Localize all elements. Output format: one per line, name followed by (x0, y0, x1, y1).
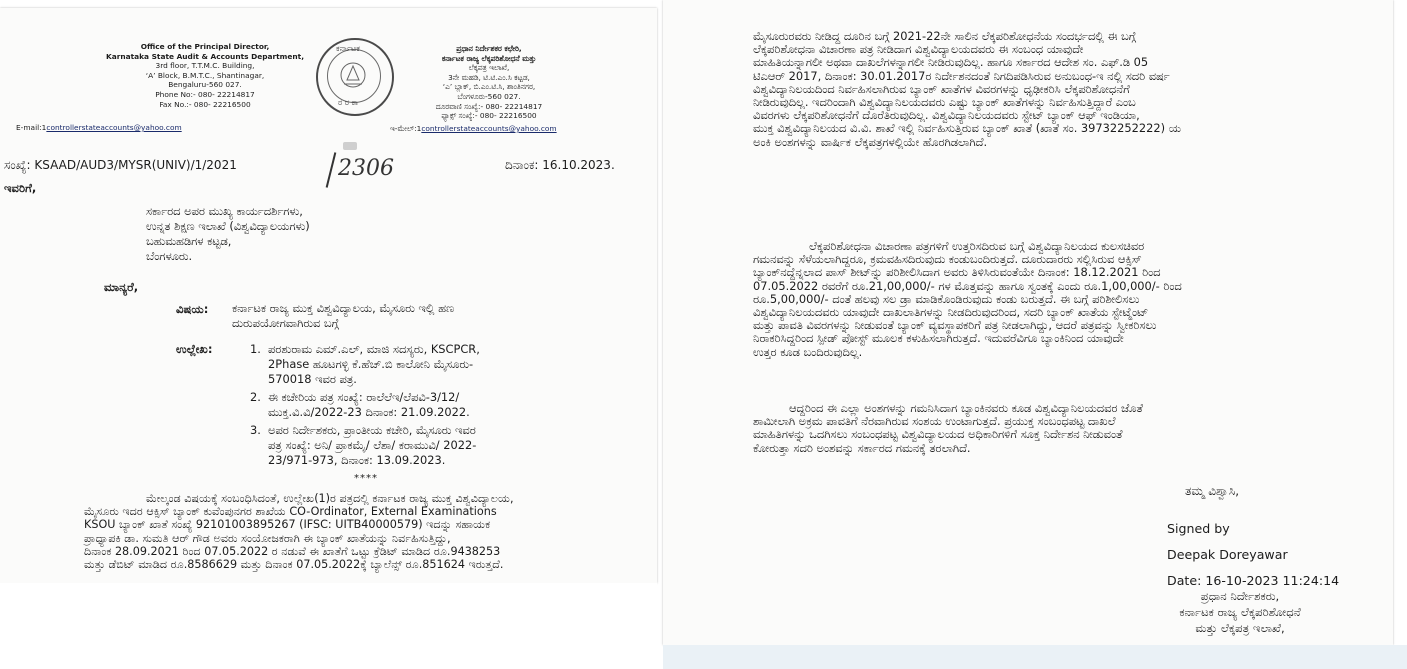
email-label: E-mail:1 (16, 123, 47, 132)
digital-signature-block (1167, 520, 1339, 589)
email-link[interactable]: controllerstateaccounts@yahoo.com (421, 124, 557, 133)
letterhead-kannada (404, 44, 574, 121)
addressee-line: ಬಹುಮಹಡಿಗಳ ಕಟ್ಟಡ, (146, 234, 232, 248)
body-line: 07.05.2022 ರವರೆಗೆ ರೂ.21,00,000/- ಗಳ ಮೊತ್ತವನ್ನು ಹಾಗೂ ಸ್ವಂತಕ್ಕೆ ಎಂದು ರೂ.1,00,000/- ರಿಂದ (753, 278, 1182, 293)
addressee-line: ಸರ್ಕಾರದ ಅಪರ ಮುಖ್ಯ ಕಾರ್ಯದರ್ಶಿಗಳು, (146, 204, 303, 218)
references-list (250, 342, 560, 468)
reference-date: ದಿನಾಂಕ: 16.10.2023. (505, 158, 615, 172)
body-line: ಮತ್ತು ಡೆಬಿಟ್ ಮಾಡಿದ ರೂ.8586629 ಮತ್ತು ದಿನಾಂಕ 07.05.2022ಕ್ಕೆ ಬ್ಯಾಲೆನ್ಸ್ ರೂ.851624 ಇರುತ್ತದೆ. (84, 558, 504, 572)
subject-line: ದುರುಪಯೋಗವಾಗಿರುವ ಬಗ್ಗೆ (232, 316, 339, 330)
left-body-paragraph (84, 492, 644, 571)
reference-item (250, 390, 560, 420)
body-line: ಆದ್ದರಿಂದ ಈ ಎಲ್ಲಾ ಅಂಶಗಳನ್ನು ಗಮನಿಸಿದಾಗ ಬ್ಯಾಂಕಿನವರು ಕೂಡ ವಿಶ್ವವಿದ್ಯಾನಿಲಯದವರ ಜೊತೆ (789, 401, 1143, 415)
body-line: ಮೇಲ್ಕಂಡ ವಿಷಯಕ್ಕೆ ಸಂಬಂಧಿಸಿದಂತೆ, ಉಲ್ಲೇಖ(1)ರ ಪತ್ರದಲ್ಲಿ ಕರ್ನಾಟಕ ರಾಜ್ಯ ಮುಕ್ತ ವಿಶ್ವವಿದ್ಯಾಲಯ, (146, 492, 514, 505)
letterhead-en-line: Office of the Principal Director, (140, 42, 270, 51)
reference-item-line: 2Phase ಹೂಟಗಳ್ಳಿ ಕೆ.ಹೆಚ್.ಬಿ ಕಾಲೋನಿ ಮೈಸೂರು- (268, 357, 474, 371)
reference-item-line: ಪರಶುರಾಮ ಎಮ್.ಎಲ್, ಮಾಜಿ ಸದಸ್ಯರು, KSCPCR, (268, 342, 480, 356)
seal-emblem-icon (316, 38, 390, 112)
signature-line: Signed by (1167, 521, 1230, 536)
salutation: ಮಾನ್ಯರೆ, (104, 280, 139, 294)
closing-text: ತಮ್ಮ ವಿಶ್ವಾಸಿ, (1185, 484, 1240, 498)
reference-item-number: 3. (250, 423, 261, 437)
body-line: ಮಾಹಿತಿಯನ್ನಾಗಲೀ ಅಥವಾ ದಾಖಲೆಗಳನ್ನಾಗಲೀ ನೀಡಿರುವುದಿಲ್ಲ. ಹಾಗೂ ಸರ್ಕಾರದ ಆದೇಶ ಸಂ. ಎಫ್.ಡಿ 05 (753, 55, 1149, 70)
handwritten-number: 2306 (338, 156, 394, 181)
right-page-bottom-margin (663, 645, 1407, 669)
body-line: ಶಾಮೀಲಾಗಿ ಅಕ್ರಮ ಪಾವತಿಗೆ ನೆರವಾಗಿರುವ ಸಂಶಯ ಉಂಟಾಗುತ್ತದೆ. ಪ್ರಯುಕ್ತ ಸಂಬಂಧಪಟ್ಟ ದಾಖಲೆ (753, 414, 1116, 429)
email-link[interactable]: controllerstateaccounts@yahoo.com (46, 123, 182, 132)
body-line: ವಿಶ್ವವಿದ್ಯಾನಿಲಯದವರು ಯಾವುದೇ ದಾಖಲಾತಿಗಳನ್ನು ನೀಡದಿರುವುದರಿಂದ, ಸದರಿ ಬ್ಯಾಂಕ್ ಖಾತೆಯ ಸ್ಟೇಟ್ಮೆಂಟ್ (753, 305, 1149, 320)
body-line: ರೂ.5,00,000/- ದಂತೆ ಹಲವು ಸಲ ಡ್ರಾ ಮಾಡಿಕೊಂಡಿರುವುದು ಕಂಡು ಬರುತ್ತದೆ. ಈ ಬಗ್ಗೆ ಪರಿಶೀಲಿಸಲು (753, 291, 1140, 306)
references-label: ಉಲ್ಲೇಖ: (176, 342, 213, 356)
body-line: ಮಾಹಿತಿಗಳನ್ನು ಒದಗಿಸಲು ಸಂಬಂಧಪಟ್ಟ ವಿಶ್ವವಿದ್ಯಾಲಯದ ಅಧಿಕಾರಿಗಳಿಗೆ ಸೂಕ್ತ ನಿರ್ದೇಶನ ನೀಡುವಂತೆ (753, 427, 1123, 442)
left-document-page (0, 8, 657, 583)
seal-mark (343, 142, 357, 150)
signature-name: Deepak Doreyawar (1167, 547, 1288, 562)
reference-item-line: ಈ ಕಚೇರಿಯ ಪತ್ರ ಸಂಖ್ಯೆ: ರಾಲೆಲೆಇ/ಲೆಪವಿ-3/12/ (268, 390, 460, 404)
email-label: ಇ-ಮೇಲ್:1 (390, 124, 422, 133)
reference-item (250, 423, 560, 468)
reference-item-line: ಮುಕ್ತ.ವಿ.ವಿ/2022-23 ದಿನಾಂಕ: 21.09.2022. (268, 405, 470, 419)
designation-line: ಮತ್ತು ಲೆಕ್ಕಪತ್ರ ಇಲಾಖೆ, (1195, 621, 1285, 635)
body-line: ಮೈಸೂರು ಇದರ ಆಕ್ಸಿಸ್ ಬ್ಯಾಂಕ್ ಕುವೆಂಪುನಗರ ಶಾಖೆಯ CO-Ordinator, External Examinations (84, 505, 497, 519)
reference-item-line: 570018 ಇವರ ಪತ್ರ. (268, 372, 357, 386)
to-label: ಇವರಿಗೆ, (4, 181, 37, 195)
seal-bottom-text: ರ ರ ಕಾ (338, 98, 358, 107)
handwritten-slash (326, 152, 337, 187)
letterhead-english (100, 42, 310, 109)
body-line: ನಿರಾಕರಿಸಿದ್ದರಿಂದ ಸ್ಪೀಡ್ ಪೋಸ್ಟ್ ಮೂಲಕ ಕಳುಹಿಸಲಾಗಿರುತ್ತದೆ. ಇದುವರೆವಿಗೂ ಬ್ಯಾಂಕಿನಿಂದ ಯಾವುದೇ (753, 331, 1124, 346)
letterhead-en-line: Fax No.:- 080- 22216500 (159, 99, 251, 109)
left-page-bottom-margin (0, 583, 657, 669)
letterhead-kn-line: 3ನೇ ಮಹಡಿ, ಟಿ.ಟಿ.ಎಂ.ಸಿ ಕಟ್ಟಡ, (448, 72, 530, 82)
reference-item-line: ಅಪರ ನಿರ್ದೇಶಕರು, ಪ್ರಾಂತೀಯ ಕಚೇರಿ, ಮೈಸೂರು ಇವರ (268, 423, 476, 437)
addressee-line: ಉನ್ನತ ಶಿಕ್ಷಣ ಇಲಾಖೆ (ವಿಶ್ವವಿದ್ಯಾಲಯಗಳು) (146, 219, 310, 233)
reference-item-line: 23/971-973, ದಿನಾಂಕ: 13.09.2023. (268, 453, 446, 467)
designation-block (1125, 588, 1355, 636)
body-line: ವಿಶ್ವವಿದ್ಯಾನಿಲಯದಿಂದ ನಿರ್ವಹಿಸಲಾಗಿರುವ ಬ್ಯಾಂಕ್ ಖಾತೆಗಳ ವಿವರಗಳನ್ನು ಧೃಢೀಕರಿಸಿ ಲೆಕ್ಕಪರಿಶೋಧನೆಗೆ (753, 81, 1130, 96)
right-document-page (663, 0, 1393, 645)
letterhead-en-line: 3rd floor, T.T.M.C. Building, (155, 61, 255, 71)
letterhead-kn-line: ಬೆಂಗಳೂರು-560 027. (457, 91, 521, 101)
body-line: ಮತ್ತು ಪಾವತಿ ವಿವರಗಳನ್ನು ನೀಡುವಂತೆ ಬ್ಯಾಂಕ್ ವ್ಯವಸ್ಥಾಪಕರಿಗೆ ಪತ್ರ ನೀಡಲಾಗಿದ್ದು, ಆದರೆ ಪತ್ರವನ್ನು ಸ್ವೀಕರಿಸಲು (753, 318, 1157, 333)
body-line: ದಿನಾಂಕ 28.09.2021 ರಿಂದ 07.05.2022 ರ ನಡುವೆ ಈ ಖಾತೆಗೆ ಒಟ್ಟು ಕ್ರೆಡಿಟ್ ಮಾಡಿದ ರೂ.9438253 (84, 544, 501, 558)
letterhead-kn-line: ‘ಎ’ ಬ್ಲಾಕ್, ಬಿ.ಎಂ.ಟಿ.ಸಿ, ಶಾಂತಿನಗರ, (442, 82, 536, 92)
letterhead-kn-line: ದೂರವಾಣಿ ಸಂಖ್ಯೆ:- 080- 22214817 (435, 101, 543, 111)
body-line: ಉತ್ತರ ಕೂಡ ಬಂದಿರುವುದಿಲ್ಲ. (753, 344, 863, 359)
reference-number: ಸಂಖ್ಯೆ: KSAAD/AUD3/MYSR(UNIV)/1/2021 (4, 158, 237, 172)
government-seal-icon (316, 38, 394, 116)
letterhead-en-line: ‘A’ Block, B.M.T.C., Shantinagar, (145, 70, 265, 80)
right-paragraph-2 (753, 240, 1331, 359)
right-paragraph-3 (753, 402, 1331, 455)
letterhead-en-line: Phone No:- 080- 22214817 (155, 89, 255, 99)
designation-line: ಕರ್ನಾಟಕ ರಾಜ್ಯ ಲೆಕ್ಕಪರಿಶೋಧನೆ (1179, 605, 1301, 619)
seal-top-text: ಕರ್ನಾಟಕ (336, 44, 360, 53)
signature-date: Date: 16-10-2023 11:24:14 (1167, 573, 1340, 588)
reference-item-number: 2. (250, 390, 261, 404)
body-line: ಲೆಕ್ಕಪರಿಶೋಧನಾ ವಿಚಾರಣಾ ಪತ್ರಗಳಿಗೆ ಉತ್ತರಿಸದಿರುವ ಬಗ್ಗೆ ವಿಶ್ವವಿದ್ಯಾನಿಲಯದ ಕುಲಸಚಿವರ (809, 239, 1145, 253)
body-line: ಗಮನವನ್ನು ಸೆಳೆಯಲಾಗಿದ್ದರೂ, ಕ್ರಮವಹಿಸದಿರುವುದು ಕಂಡುಬಂದಿರುತ್ತದೆ. ದೂರುದಾರರು ಸಲ್ಲಿಸಿರುವ ಆಕ್ಸಿಸ್ (753, 252, 1142, 267)
body-line: ವಿವರಗಳು ಲೆಕ್ಕಪರಿಶೋಧನೆಗೆ ದೊರೆತಿರುವುದಿಲ್ಲ. ವಿಶ್ವವಿದ್ಯಾನಿಲಯದವರು ಸ್ಟೇಟ್ ಬ್ಯಾಂಕ್ ಆಫ್ ಇಂಡಿಯಾ, (753, 108, 1140, 123)
separator-stars: **** (354, 473, 378, 484)
reference-item-line: ಪತ್ರ ಸಂಖ್ಯೆ: ಅನಿ/ ಪ್ರಾಕಮೈ/ ಲೆಶಾ/ ಕರಾಮುವಿ/ 2022- (268, 438, 477, 452)
designation-line: ಪ್ರಧಾನ ನಿರ್ದೇಶಕರು, (1200, 589, 1280, 603)
body-line: KSOU ಬ್ಯಾಂಕ್ ಖಾತೆ ಸಂಖ್ಯೆ 92101003895267 (IFSC: UITB40000579) ಇದನ್ನು ಸಹಾಯಕ (84, 518, 491, 532)
body-line: ಮೈಸೂರುರವರು ನೀಡಿದ್ದ ದೂರಿನ ಬಗ್ಗೆ 2021-22ನೇ ಸಾಲಿನ ಲೆಕ್ಕಪರಿಶೋಧನೆಯ ಸಂದರ್ಭದಲ್ಲಿ ಈ ಬಗ್ಗೆ (753, 29, 1137, 43)
body-line: ಬ್ಯಾಂಕ್‌ನದ್ದೆನ್ನಲಾದ ಪಾಸ್ ಶೀಟ್‌ನ್ನು ಪರಿಶೀಲಿಸಿದಾಗ ಅವರು ತಿಳಿಸಿರುವಂತೆಯೇ ದಿನಾಂಕ: 18.12.2021 ರಿಂದ (753, 265, 1161, 280)
addressee-line: ಬೆಂಗಳೂರು. (146, 249, 193, 263)
body-line: ಲೆಕ್ಕಪರಿಶೋಧನಾ ವಿಚಾರಣಾ ಪತ್ರ ನೀಡಿದಾಗ ವಿಶ್ವವಿದ್ಯಾಲಯದವರು ಈ ಸಂಬಂಧ ಯಾವುದೇ (753, 42, 1084, 57)
right-paragraph-1 (753, 30, 1331, 149)
reference-item (250, 342, 560, 387)
subject-line: ಕರ್ನಾಟಕ ರಾಜ್ಯ ಮುಕ್ತ ವಿಶ್ವವಿದ್ಯಾಲಯ, ಮೈಸೂರು ಇಲ್ಲಿ ಹಣ (232, 301, 455, 315)
body-line: ಪ್ರಾಧ್ಯಾಪಕಿ ಡಾ. ಸುಮತಿ ಆರ್ ಗೌಡ ಅವರು ಸಂಯೋಜಕರಾಗಿ ಈ ಬ್ಯಾಂಕ್ ಖಾತೆಯನ್ನು ನಿರ್ವಹಿಸುತ್ತಿದ್ದು, (84, 531, 451, 545)
letterhead-en-line: Karnataka State Audit & Accounts Department, (106, 51, 304, 61)
letterhead-en-line: Bengaluru-560 027. (168, 80, 242, 90)
subject-label: ವಿಷಯ: (176, 302, 209, 316)
letterhead-kn-line: ಲೆಕ್ಕಪತ್ರ ಇಲಾಖೆ, (468, 63, 510, 73)
letterhead-kn-line: ಕರ್ನಾಟಕ ರಾಜ್ಯ ಲೆಕ್ಕಪರಿಶೋಧನೆ ಮತ್ತು (441, 53, 537, 63)
letterhead-kn-line: ಫ್ಯಾಕ್ಸ್ ಸಂಖ್ಯೆ:- 080- 22216500 (441, 111, 537, 121)
body-line: ಅಂಕಿ ಅಂಶಗಳನ್ನು ವಾರ್ಷಿಕ ಲೆಕ್ಕಪತ್ರಗಳಲ್ಲಿಯೇ ಹೊರಗಿಡಲಾಗಿದೆ. (753, 134, 988, 149)
reference-item-number: 1. (250, 342, 261, 356)
letterhead-en-email-row (16, 123, 306, 133)
addressee-block (146, 204, 406, 264)
letterhead-kn-line: ಪ್ರಧಾನ ನಿರ್ದೇಶಕರ ಕಛೇರಿ, (456, 44, 522, 53)
body-line: ಕೋರುತ್ತಾ ಸದರಿ ಅಂಶವನ್ನು ಸರ್ಕಾರದ ಗಮನಕ್ಕೆ ತರಲಾಗಿದೆ. (753, 440, 971, 455)
body-line: ನೀಡಿರುವುದಿಲ್ಲ. ಇದರಿಂದಾಗಿ ವಿಶ್ವವಿದ್ಯಾನಿಲಯದವರು ಎಷ್ಟು ಬ್ಯಾಂಕ್ ಖಾತೆಗಳನ್ನು ನಿರ್ವಹಿಸುತ್ತಿದ್ದಾರೆ ಎಂಬ (753, 95, 1136, 110)
body-line: ಟಿಎಆರ್ 2017, ದಿನಾಂಕ: 30.01.2017ರ ನಿರ್ದೇಶನದಂತೆ ನಿಗದಿಪಡಿಸಿರುವ ಅನುಬಂಧ-ಇ ನಲ್ಲಿ ಸದರಿ ವರ್ಷ (753, 68, 1170, 83)
subject-text (232, 301, 562, 331)
body-line: ಮುಕ್ತ ವಿಶ್ವವಿದ್ಯಾನಿಲಯದ ವಿ.ವಿ. ಶಾಖೆ ಇಲ್ಲಿ ನಿರ್ವಹಿಸುತ್ತಿರುವ ಬ್ಯಾಂಕ್ ಖಾತೆ (ಖಾತೆ ಸಂ. 39732252222) ಯ (753, 121, 1181, 136)
letterhead-kn-email-row (390, 124, 600, 134)
